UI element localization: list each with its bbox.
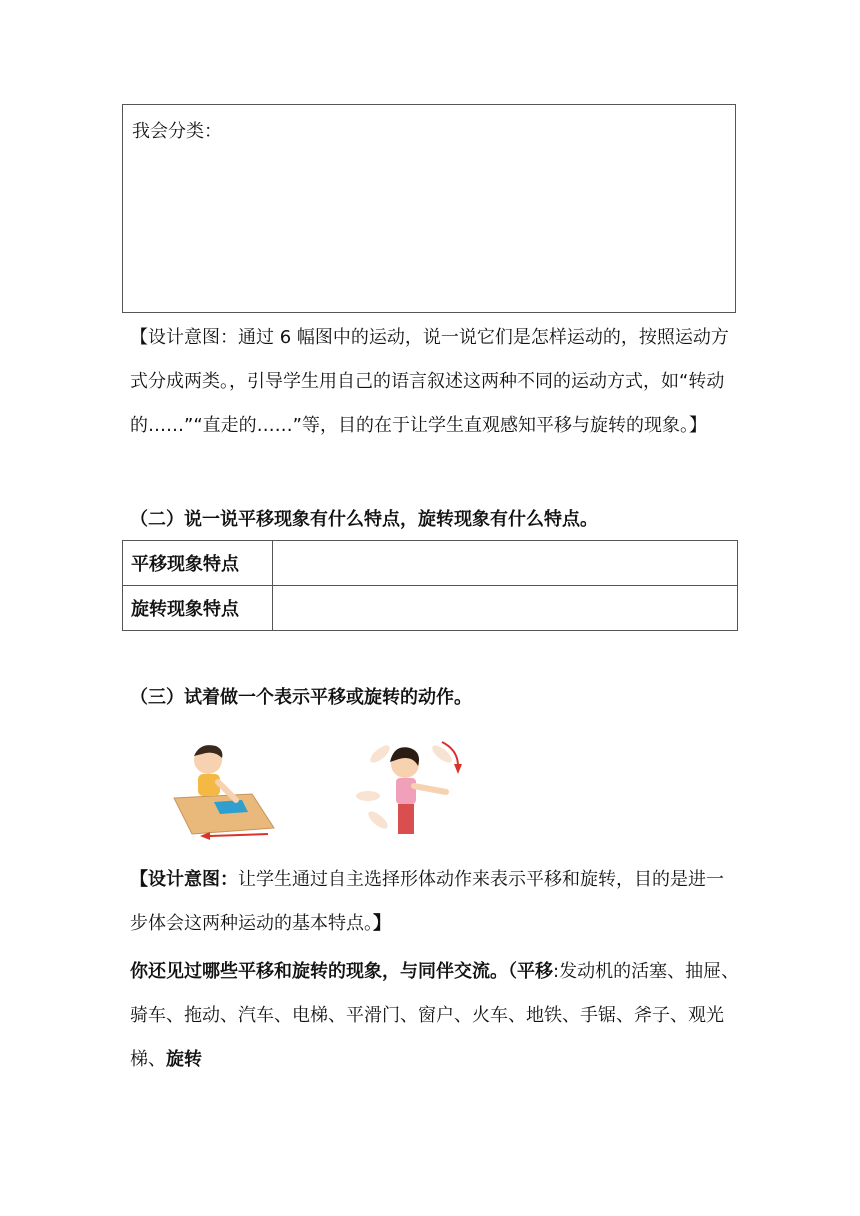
girl-rotating-arms-illustration bbox=[350, 734, 470, 844]
translation-feature-cell[interactable] bbox=[273, 541, 738, 586]
classify-label: 我会分类： bbox=[132, 121, 222, 142]
design-intent-2-text: 让学生通过自主选择形体动作来表示平移和旋转，目的是进一步体会这两种运动的基本特点。 bbox=[130, 869, 724, 934]
rotation-feature-label: 旋转现象特点 bbox=[123, 586, 273, 631]
discussion-question: 你还见过哪些平移和旋转的现象，与同伴交流。（平移 bbox=[130, 961, 553, 982]
rotation-feature-cell[interactable] bbox=[273, 586, 738, 631]
design-intent-2-prefix: 【设计意图： bbox=[130, 869, 238, 890]
design-intent-2-suffix: 】 bbox=[373, 913, 391, 934]
feature-table bbox=[122, 540, 738, 631]
classify-box bbox=[122, 104, 736, 313]
design-intent-2 bbox=[130, 858, 740, 946]
table-row bbox=[123, 586, 738, 631]
discussion-colon: : bbox=[553, 961, 560, 982]
design-intent-1: 【设计意图：通过 6 幅图中的运动，说一说它们是怎样运动的，按照运动方式分成两类。，引导学生用自己的语言叙述这两种不同的运动方式，如“转动的……”“直走的……”等，目的在于让学生直观感知平移与旋转的现象。】 bbox=[130, 327, 729, 436]
translation-feature-label: 平移现象特点 bbox=[123, 541, 273, 586]
discussion-list: 发动机的活塞、抽屉、骑车、拖动、汽车、电梯、平滑门、窗户、火车、地铁、手锯、斧子、观光梯、 bbox=[130, 961, 740, 1070]
discussion-paragraph bbox=[130, 950, 740, 1082]
table-row bbox=[123, 541, 738, 586]
section-2-heading: （二）说一说平移现象有什么特点，旋转现象有什么特点。 bbox=[130, 509, 598, 530]
boy-pushing-book-illustration bbox=[170, 738, 280, 840]
section-3-heading: （三）试着做一个表示平移或旋转的动作。 bbox=[130, 687, 472, 708]
discussion-rotation-label: 旋转 bbox=[166, 1049, 202, 1070]
